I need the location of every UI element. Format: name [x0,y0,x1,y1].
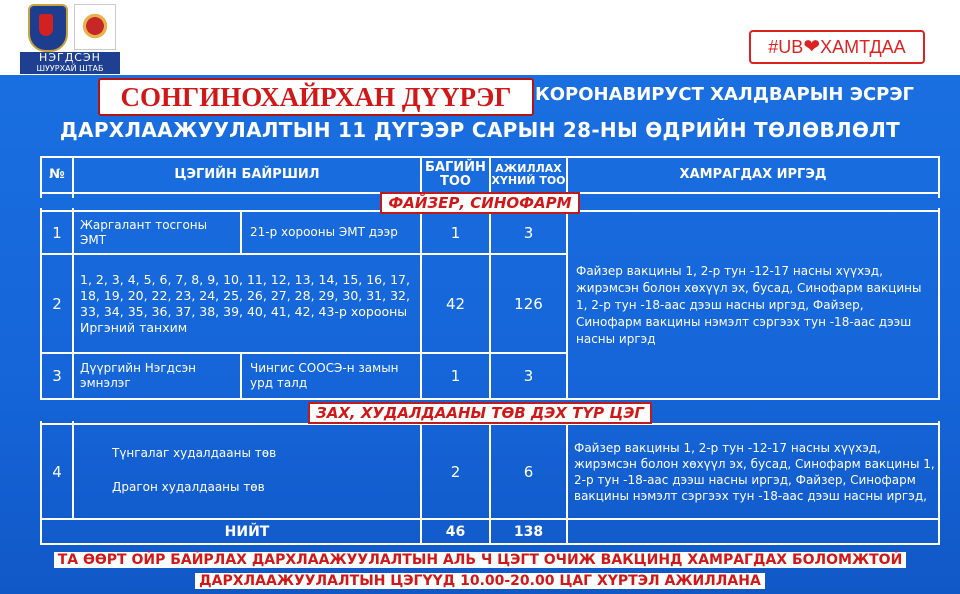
row2-teams: 42 [445,294,466,313]
row4-no: 4 [52,462,62,481]
hashtag-badge [749,30,925,64]
header-target: ХАМРАГДАХ ИРГЭД [679,167,827,182]
row3-no: 3 [52,367,62,385]
title-continuation: КОРОНАВИРУСТ ХАЛДВАРЫН ЭСРЭГ [535,84,915,105]
header-no: № [49,167,65,182]
row4-location-a: Түнгалаг худалдааны төв [112,445,277,460]
section-market-points-label: ЗАХ, ХУДАЛДААНЫ ТӨВ ДЭХ ТҮР ЦЭГ [308,402,652,424]
footer-line-1 [0,549,960,569]
header-location: ЦЭГИЙН БАЙРШИЛ [174,167,320,182]
total-label: НИЙТ [224,523,270,540]
footer-line-1-text: ТА ӨӨРТ ОЙР БАЙРЛАХ ДАРХЛААЖУУЛАЛТЫН АЛЬ Ч ЦЭГТ ОЧИЖ ВАКЦИНД ХАМРАГДАХ БОЛОМЖТОЙ [54,552,907,568]
total-teams: 46 [445,523,466,540]
logo-label [20,52,120,74]
district-title: СОНГИНОХАЙРХАН ДҮҮРЭГ [98,78,534,116]
row3-teams: 1 [450,367,461,385]
row3-staff: 3 [523,367,534,385]
row1-staff: 3 [523,223,534,242]
row1-location-b: 21-р хорооны ЭМТ дээр [250,225,398,239]
header-teams: БАГИЙН ТОО [425,160,486,189]
row1-no: 1 [52,223,62,242]
row3-location-b: Чингис СООСЭ-н замын урд талд [250,361,399,390]
row1-location-a: Жаргалант тосгоны ЭМТ [80,217,208,247]
hashtag-suffix: ХАМТДАА [820,37,906,57]
shield-emblem-icon [28,4,68,52]
section-market-points [0,402,960,424]
row2-staff: 126 [514,294,543,313]
footer-line-2-text: ДАРХЛААЖУУЛАЛТЫН ЦЭГҮҮД 10.00-20.00 ЦАГ ХҮРТЭЛ АЖИЛЛАНА [195,573,765,589]
total-staff: 138 [513,523,544,540]
row1-teams: 1 [450,223,461,242]
section-pfizer-sinopharm-label: ФАЙЗЕР, СИНОФАРМ [380,192,579,214]
footer-line-2 [0,570,960,590]
target-group-1: Файзер вакцины 1, 2-р тун -12-17 насны хүүхэд, жирэмсэн болон хөхүүл эх, бусад, Синофарм вакцины 1, 2-р тун -18-аас дээш насны иргэд, Файзер, Синофарм вакцины нэмэлт сэргээх тун -18-аас дээш насны иргэд [576,263,922,346]
row4-teams: 2 [450,462,461,481]
target-group-2: Файзер вакцины 1, 2-р тун -12-17 насны хүүхэд, жирэмсэн болон хөхүүл эх, бусад, Синофарм вакцины 1, 2-р тун -18-аас дээш насны иргэд, Файзер, Синофарм вакцины нэмэлт сэргээх тун -18-аас дээш насны иргэд, [574,440,935,503]
headquarters-logo [20,2,120,74]
row4-location-b: Драгон худалдааны төв [112,479,265,494]
row4-staff: 6 [523,462,534,481]
row2-location: 1, 2, 3, 4, 5, 6, 7, 8, 9, 10, 11, 12, 13, 14, 15, 16, 17, 18, 19, 20, 22, 23, 24, 25, 26, 27, 28, 29, 30, 31, 32, 33, 34, 35, 36, 37, 38, 39, 40, 41, 42, 43-р хорооны Иргэний танхим [80,271,410,335]
row3-location-a: Дүүргийн Нэгдсэн эмнэлэг [80,361,196,390]
heart-icon: ❤ [803,36,821,58]
section-pfizer-sinopharm [0,192,960,214]
page-subtitle: ДАРХЛААЖУУЛАЛТЫН 11 ДҮГЭЭР САРЫН 28-НЫ ӨДРИЙН ТӨЛӨВЛӨЛТ [59,118,901,142]
logo-label-line2: ШУУРХАЙ ШТАБ [36,64,104,73]
header-staff: АЖИЛЛАХ ХҮНИЙ ТОО [491,162,566,187]
city-emblem-icon [74,4,116,50]
row2-no: 2 [52,294,62,313]
hashtag-prefix: #UB [768,37,804,57]
logo-label-line1: НЭГДСЭН [39,51,101,64]
